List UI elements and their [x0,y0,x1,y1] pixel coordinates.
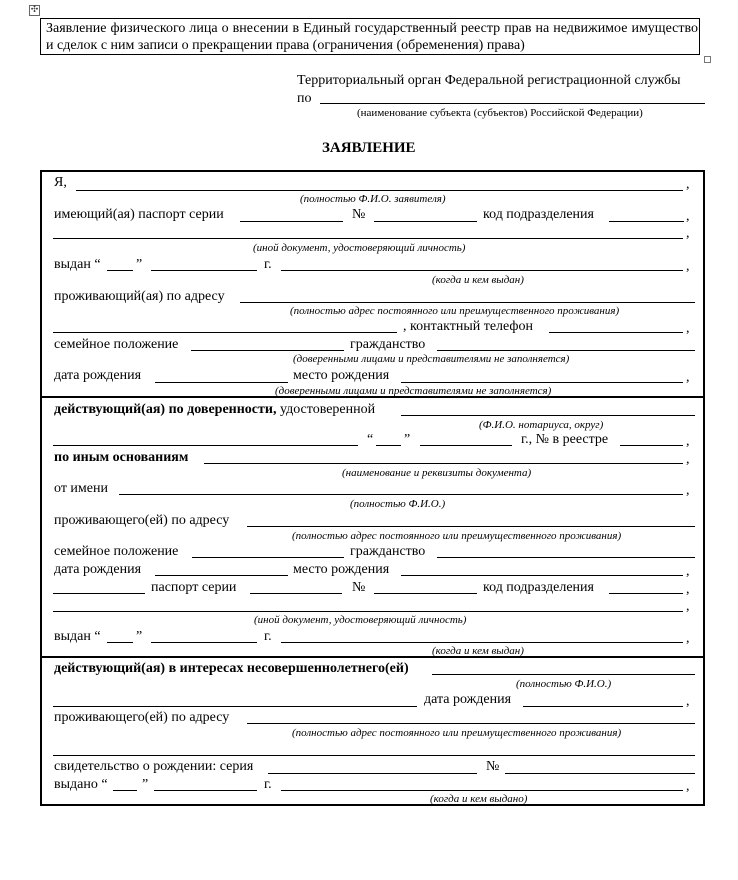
other-grounds-field[interactable] [204,463,683,464]
rep-birth-place-field-2[interactable] [53,593,145,594]
cert-issued-month-field[interactable] [154,790,257,791]
other-doc-field[interactable] [53,238,683,239]
notary-field-2[interactable] [53,445,358,446]
citizenship-field[interactable] [437,350,695,351]
rep-issued-month-field[interactable] [151,642,257,643]
birth-place-field[interactable] [401,382,683,383]
rep-marital-field[interactable] [192,557,344,558]
minor-address-field-2[interactable] [53,755,695,756]
acting-by-proxy-label: действующий(ая) по доверенности, [54,402,277,417]
document-title: ЗАЯВЛЕНИЕ [322,140,416,156]
rep-passport-series-field[interactable] [250,593,342,594]
birth-cert-number-field[interactable] [505,773,695,774]
cert-issued-day-field[interactable] [113,790,137,791]
header-title: Заявление физического лица о внесении в Единый государственный реестр прав на недвижимое имущество и сделок с ним записи о прекращении права (ограничения (обременения) права) [46,21,698,53]
phone-field[interactable] [549,332,683,333]
issued-day-field[interactable] [107,270,133,271]
table-resize-handle[interactable] [704,56,711,63]
birth-date-field[interactable] [155,382,288,383]
rep-birth-date-field[interactable] [155,575,288,576]
applicant-fio-field[interactable] [76,190,683,191]
birth-cert-series-field[interactable] [268,773,477,774]
cert-issued-by-field[interactable] [281,790,683,791]
rep-issued-by-field[interactable] [281,642,683,643]
passport-series-label: имеющий(ая) паспорт серии [54,207,224,222]
ya-label: Я, [54,175,67,190]
issued-month-field[interactable] [151,270,257,271]
caption-fio: (полностью Ф.И.О. заявителя) [300,193,446,205]
addressee-caption: (наименование субъекта (субъектов) Российской Федерации) [357,107,643,119]
minor-address-field[interactable] [247,723,695,724]
rep-passport-number-field[interactable] [374,593,477,594]
rep-citizenship-field[interactable] [437,557,695,558]
division-code-field[interactable] [609,221,684,222]
passport-number-field[interactable] [374,221,477,222]
minor-fio-field-2[interactable] [53,706,417,707]
table-move-handle[interactable]: ✣ [30,5,39,15]
minor-fio-field[interactable] [432,674,695,675]
rep-issued-day-field[interactable] [107,642,133,643]
minor-birth-date-field[interactable] [523,706,683,707]
rep-other-doc-field[interactable] [53,611,683,612]
notary-field[interactable] [401,415,695,416]
passport-series-field[interactable] [240,221,343,222]
address-field[interactable] [240,302,695,303]
address-field-2[interactable] [53,332,397,333]
addressee-field[interactable] [320,103,705,104]
on-behalf-field[interactable] [119,494,683,495]
acting-minor-label: действующий(ая) в интересах несовершеннолетнего(ей) [54,661,409,676]
registry-number-field[interactable] [620,445,683,446]
marital-field[interactable] [191,350,344,351]
rep-birth-place-field[interactable] [401,575,683,576]
rep-address-field[interactable] [247,526,695,527]
rep-division-code-field[interactable] [609,593,683,594]
addressee-po: по [297,91,312,106]
proxy-month-field[interactable] [420,445,512,446]
issued-by-field[interactable] [281,270,683,271]
other-grounds-label: по иным основаниям [54,450,189,465]
proxy-day-field[interactable] [376,445,401,446]
addressee-line1: Территориальный орган Федеральной регистрационной службы [297,73,681,88]
